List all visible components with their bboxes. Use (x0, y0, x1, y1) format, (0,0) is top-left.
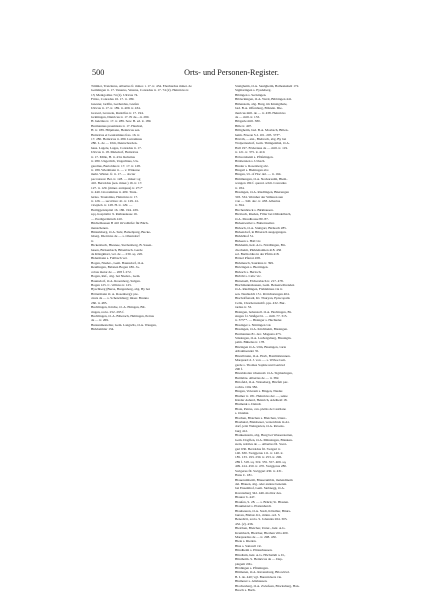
index-entry: Byschberg (Burss, Burgenberg, abg. By bei (91, 287, 150, 292)
index-entry: tr. 184. (235, 185, 245, 190)
index-entry: Blaurer b. 447. (235, 495, 256, 500)
index-entry: Marquard d. J. von —. s. Wilwe Luit- (235, 358, 287, 363)
index-entry: de — mill. tr. 133. (235, 114, 260, 119)
index-entry: Ravensburg 342. 446. molitor des. (235, 490, 282, 495)
index-entry: O.A. Moudhouse 80. 87. (235, 216, 269, 221)
index-entry: s. Ostehat. (235, 411, 250, 416)
index-entry: Hans C. 181. (235, 473, 253, 478)
index-entry: singen f.l. Waßger bi. — mill. 77. 315. (235, 313, 288, 318)
index-entry: 303. 334. Wernher der Sülleren sun (235, 194, 283, 199)
index-entry: Ulricus tr. 17. tr. 189. tr. 409. tr. 434. (91, 106, 141, 111)
index-entry: Bischmannshausen, Gem. Beisenwälrenden (235, 282, 295, 287)
index-entry: tr. 394. (235, 203, 245, 208)
index-entry: cnuts de — s. Schenckburg; miser. Brunno (91, 296, 149, 301)
index-entry: Birsbach, Rieden, Filler bei Oländelbach, (235, 212, 292, 217)
index-column-left (91, 84, 227, 332)
index-entry: Hermannus 81. dec. Magusta 473. (235, 331, 282, 336)
index-entry: Statigheim, O.A. Saulgheim, Balbeskshelt 172. (235, 84, 300, 88)
index-entry: Bülenstein, abg. Burg, im Kinzigthale, (235, 101, 288, 106)
index-entry: sqq. hospitalis: 9. Rathauskase 16. (91, 212, 138, 217)
index-entry: Blintheim. S. Heinricus de — Dep- (235, 557, 283, 562)
index-entry: stein, nobiles de — Albertus fil. Swei- (235, 442, 287, 447)
index-entry: Bitzelbrunn, O.A. Horb, Batzlinbrunnen. (235, 353, 291, 358)
index-entry: garde s. Thomas Sophie und Gertrud (235, 362, 285, 367)
index-entry: Kinder Ashard, Heinrich, Adelheid 18. (235, 397, 288, 402)
index-entry: de Klingkhart, vel. de — 230. sq. 220. (91, 252, 143, 257)
index-entry: Birlöhl s. Calw vic. (235, 274, 262, 279)
index-entry: Blaubeuren, O.A. Stadt, Klöstbur, Büurs- (235, 508, 292, 513)
index-entry: 185. 133. 193. 230. tr. 253. tr. 296. (235, 455, 282, 460)
index-entry: rochia. villa 382. (235, 384, 258, 389)
index-entry: Bönbersien s. Urbach. (235, 159, 266, 164)
index-entry: tardus tr. 53. (235, 305, 252, 310)
index-entry: Birkbeimler 134. (91, 327, 115, 332)
index-entry: palm. Bühelus tr. 178. (235, 340, 265, 345)
index-entry: gart 630. Bertoldus fil. Swigart tr. (235, 446, 281, 451)
index-entry: Blus s. Sattawil vic. (235, 543, 263, 548)
index-entry: Birtzingen s. Biertingen. (235, 265, 269, 270)
index-entry: Blachen, Blaichen s. Bletchen, Unter-. (235, 415, 288, 420)
index-entry: Buntenmesteller, Gem. Langwils, O.A. Waugen, (91, 322, 157, 327)
index-entry: tr. 189. Wiedmann tr. — v. Winterse (91, 168, 140, 173)
index-entry: von — 340. dec. tr. 438. Albertus (235, 198, 281, 203)
index-entry: B. I. de. 440; vgl. Buonrickers vie. (235, 574, 282, 579)
index-entry: Blindheim s. Plinterhausen. (235, 548, 273, 553)
index-entry: Birkeen s. Hall vic. (235, 238, 262, 243)
index-entry: Bogen, Ref., obg. bei Nieder-, Gem. (91, 274, 141, 279)
index-entry: Buttlebte. Albertus de — tr. 382. (235, 375, 280, 380)
index-entry: checheim, Pürklehaimen 418. 456 (235, 247, 282, 252)
index-entry: Grimingen, Dietricus tr. 17. Et de—tr. 290. (91, 114, 150, 119)
index-entry: Bingen, Volerem s. Bingen, Nieder. (235, 389, 284, 394)
index-entry: Büntelsberg, O.A. Sulz, Balsebpurg, Bucke- (91, 229, 152, 234)
index-entry: Birkmesch, Saurinna tr. 399. (235, 260, 274, 265)
index-entry: mehr. Winter. fr. tr. 17. — docter (91, 172, 136, 177)
index-entry: lertus. Trautstitus, Heinricus tr. 17. (91, 194, 139, 199)
index-entry: Birkhöhof 51. (235, 234, 255, 239)
index-entry: 127. tr. 129. (miner. antiquus) tr. 271* (91, 185, 143, 190)
index-entry: Gem. Dogflen, O.A. Münsingen, Blanken- (235, 437, 293, 442)
index-entry: tr. 375**. — Bisinger s. Hechieler. (235, 318, 283, 323)
index-entry: Buchlingen, O. A. Biberach, Heltingen, Petrus (91, 313, 154, 318)
index-entry: bad. B.A. Offenburg, Bilstein. Die- (235, 106, 283, 111)
index-entry: Buchlingen, Kirche, O. A. Ehingen, Bil- (91, 305, 146, 310)
index-entry: Trümler, Trutzlerus, Albertus fr. minor. t. 17. tr. 434. Eberhardus miner. de (91, 84, 192, 88)
index-entry: Marquardus de — tr. 298. 430. (235, 535, 277, 540)
index-entry: Birchenbruck s. Birkhausen. (235, 207, 274, 212)
index-entry: Bogen, Nieder-, Gem. Baunsdorf, O.A. (91, 260, 145, 265)
index-entry: Blaufen, S. 28. — s. Brück; St. Blasien. (235, 499, 289, 504)
index-entry: tr. 440. Litorammus tr. 409. Truta- (91, 190, 138, 195)
index-entry: Reutlingen, Bsbsten Bogen 186. Ja- (91, 265, 140, 270)
index-entry: Ulricus tr. 18. Muledorf, Heinricus (91, 150, 139, 155)
index-entry: Swigerus fil. Swiggart 430. tr. 431. (235, 468, 283, 473)
index-entry: Billigheim, bad. B.A. Mosbach, Billen- (235, 128, 289, 133)
index-entry: Blochesberg, O.A. Zwiefeen, Blocksburg, Han- (235, 583, 300, 588)
index-entry: Bissingen, O.A. Riedlingen, Büerungen (235, 190, 289, 195)
index-entry: Bingeil s. Biehingen abc. (235, 168, 270, 173)
index-entry: Blauerumbetät, Blauerumbiz, malendinem (235, 477, 293, 482)
index-entry: Heinricus et Leutramnus fres. 16. tr. (91, 132, 140, 137)
index-entry: Bissingen, O.A. Kirchheim, Bissingen. (235, 327, 288, 332)
index-entry: heim. Frueon S.I. 101. 205. 373*. (235, 132, 281, 137)
index-entry: Blödingen s. Pfinningen. (235, 565, 269, 570)
index-entry: — Predigermönch 410. (91, 216, 123, 221)
index-entry: bei Ensemhof, Gem. Siebnegg, O.A. (235, 486, 285, 491)
index-entry: 260. tr. 485. (91, 300, 108, 305)
index-entry: Birneisell, Elchersbach tr. 217. 478. (235, 278, 284, 283)
index-entry: 410. Bertoldus (sen. miser.) 16. tr. 17. (91, 181, 143, 186)
index-entry: Grawel, Grawele, Rudolfus tr. 17. 194. (91, 110, 144, 115)
index-entry: Bibleckingen, O.A. Wertt, Bibbingen 441. (235, 97, 293, 102)
index-entry: burren, Blabur. Kl., mönn. ord. S (235, 512, 280, 517)
index-entry: Blümaten, O.A. Ravensburg, Bilowtriol. (235, 570, 290, 575)
index-entry: haus. Lugele, Luges, Conradus tr. 17. (91, 145, 142, 150)
index-entry: Blumer tr. 181. Heinricus der —, seine (235, 393, 288, 398)
index-entry: Bibgerle mill. 380. (235, 119, 261, 124)
index-entry: tr. (91, 238, 94, 243)
index-entry: Bogen 125. C. villicus tr. 125. (91, 282, 132, 287)
index-entry: H. tr. 189. Hilpmann, Heinricus sen. (91, 128, 141, 133)
index-entry: 289 f. 318. sq. 319. 355. 357. 409. sq. (235, 459, 287, 464)
index-entry: Bölwersheim s. Pfäfelingen. (235, 154, 274, 159)
index-entry: Hermannus praemissis tr. 17. Haubrel, (91, 123, 144, 128)
index-entry: Birkach s. Herloch. (235, 269, 262, 274)
index-entry: Buoch s. Buch. (235, 588, 256, 593)
index-entry: Bischoffsstadt, Kl. Thuryan, Episcopalis (235, 296, 290, 301)
index-entry: sen. Neubudch 15 t. Rörichsrungen 404. (235, 291, 290, 296)
index-entry: vicepleb. tr. 128. H. tr. 129. — (91, 203, 133, 208)
index-entry: Albaimsender 35. (235, 349, 260, 354)
index-entry: tr. 126. — seccritus: 41. tr. 129. 41. (91, 198, 139, 203)
running-title: Orts- und Personen-Register. (184, 68, 279, 77)
index-entry: Stissingen, O.A. Ludwigsburg, Bissingin. (235, 336, 292, 341)
index-entry: tr. 280. Ungerlich, Ungerlinus, Un- (91, 159, 139, 164)
index-entry: peccatores: Ber. tr. 128. — miser: sg (91, 176, 141, 181)
index-entry: Fritzo, Conradus 16. 17. tr. 189. (91, 97, 135, 102)
index-entry: Heiliggeistspital 16. 186. 194. 439. (91, 207, 139, 212)
index-entry: Binder s. Rosenberg abc. (235, 163, 269, 168)
index-entry: Birkach, O.A. Stuttgart, Birtkach 285. (235, 225, 287, 230)
index-entry: Bingen, Ut. of Hoc del. — tr. 164. (235, 172, 282, 177)
index-entry: O.A. Riedlingen, Fishlehtsus via tr. (235, 287, 283, 292)
index-entry: Hall 197. Friderieus de — mill. tr. 119. (235, 145, 288, 150)
index-entry: 140. 630. Swiggerus 111. tr. 140. tr. (235, 451, 284, 456)
index-entry: 280. L. de — Ulm, Deutschorden- (91, 141, 138, 146)
index-entry: 432. (2). 436. (235, 521, 254, 526)
index-entry: wangen 184 f. quond. schli. Conradus (235, 181, 287, 186)
index-entry: thericus mill. de — tr. 438. Heinricus (235, 110, 286, 115)
index-entry: Blumerer s. Altshausen. (235, 579, 268, 584)
index-entry: Bitzingen O.A. Ulm, Bissingen, varia (235, 344, 287, 349)
index-entry: sol. Bartholdus in der Pfrün 418. (235, 252, 280, 257)
index-entry: plegem vills. (235, 561, 253, 566)
index-entry: tr. 121. tr. 375. tr. 410. (235, 150, 266, 155)
index-entry: Blindlam, heir. A.G. Höchstädt a. D., (235, 552, 286, 557)
index-entry: Cella, Chorherrenstift. pps. 432. Bur- (235, 300, 286, 305)
index-entry: de — tr. 269. (91, 318, 109, 323)
index-entry: Blaumetzel s. Plattenhardt. (235, 504, 272, 509)
index-entry: 290 f. (235, 367, 243, 371)
index-entry: Gnester, Gräfin, Gerhardus, Grefen (91, 101, 139, 106)
index-entry: menschenen. (91, 225, 109, 230)
index-column-right (235, 84, 371, 593)
index-entry: Bibingen s. Seckingen. (235, 92, 267, 97)
index-entry: hasen, Bickenbach, Bibenbach. Gerde (91, 247, 143, 252)
index-entry: del. Blauen, abg. oder andere benennt. (235, 481, 288, 486)
index-entry: cobus maior de — 208 f. 272. (91, 269, 132, 274)
index-entry: Büchelhausen B 410 Orvalhöfer für Büch- (91, 221, 149, 226)
index-entry: Bidermann s. Fallbach vel. (91, 256, 128, 261)
index-entry: Gemtingen tr. 17. Venerus, Veterus, Conradus tr. 17. 74 (2). Heinricus tr. (91, 88, 190, 93)
index-entry: Böttermann O. A. Rosenberg): pie- (91, 291, 139, 296)
page-number: 500 (92, 68, 105, 77)
index-entry: Blumenk s. Deindt. (235, 402, 262, 407)
index-entry: Benedicti, scola. S. Johannis 264. 305. (235, 517, 288, 522)
index-entry: Birkendorf, in Biberach ausgegangen. (235, 229, 287, 234)
index-entry: Blankenstein, abg. Burg bei Wasserstetten, (235, 433, 293, 438)
index-entry: Bickenbach, Hiesnee, Sterbenberg, B. Sasen- (91, 243, 153, 248)
index-entry: Blashutal, Bleisbeuer, verzeichnis in Al- (235, 420, 290, 425)
index-entry: Bille tr. 407. (235, 123, 252, 128)
index-entry: Bleichen, Bleicher, Unter-, heir. A.G. (235, 526, 286, 531)
index-entry: Blata, Petrus, can. plebis de Castliano (235, 406, 287, 411)
index-entry: Bittofeld, O.A. Waiseberg, Bitzfelt par- (235, 380, 289, 385)
index-entry: burg 412. (235, 428, 248, 433)
index-entry: ringen, recte. 252. 295 f. (91, 309, 125, 314)
index-entry: Wolperiesdorf, Gem. Thüngenthal, O.A. (235, 141, 290, 146)
index-entry: Bitzelsholan tchenuoll. O.A. Sigmaringen, (235, 371, 293, 376)
index-entry: Bissinger s. Nürtingen val. (235, 322, 272, 327)
index-entry: Krumbach, Bleicher, Blerhen villa 400. (235, 530, 289, 535)
index-entry: Birkheim, heir. A.G. Nördlingen, Bir- (235, 243, 287, 248)
index-entry: H. heiztius tr. 17. tr. 289. Sew. B. ed. tr. 189. (91, 119, 152, 124)
index-entry: garelius, Bertoldus tr. 17. 17. tr. 128. (91, 163, 141, 168)
index-entry: Bötzel Pfarrei 458. (235, 256, 261, 261)
index-entry: 17. 280. Heinricus tr. 280. Lutramnus (91, 137, 142, 142)
index-entry: Birkenweiler s. Buttenweiler. (235, 221, 275, 226)
index-entry: Baunsdorf, O.A. Rosenberg, Sulgen. (91, 278, 141, 283)
index-entry: 409. 414. 450. tr. 470. Swiggerus 280. (235, 464, 287, 469)
index-entry: dorf, jetzt Weingarten, O.A. Ravens- (235, 424, 285, 429)
index-entry: Sigmaringen s. Eysdeberg. (235, 88, 272, 93)
index-entry: lsberg. Dietricus de — s. Oberndorf (91, 234, 140, 239)
index-entry: Bleie s. Rieden. (235, 539, 257, 544)
index-entry: Bösvih, —stst., Biebrach, abg. By bei (235, 137, 287, 142)
index-entry: Bimmungen, O.A. Neckarsulm, Blem- (235, 176, 288, 181)
index-entry: tr. 17. Mille, H. tr. 434. Rebstius (91, 154, 135, 159)
index-entry: 13; Menigoldus 74 (2). Ulricus 74. (91, 92, 139, 97)
index-entry: Bisingen, bebenzoll. O.A. Hechingen, Bi- (235, 309, 292, 314)
